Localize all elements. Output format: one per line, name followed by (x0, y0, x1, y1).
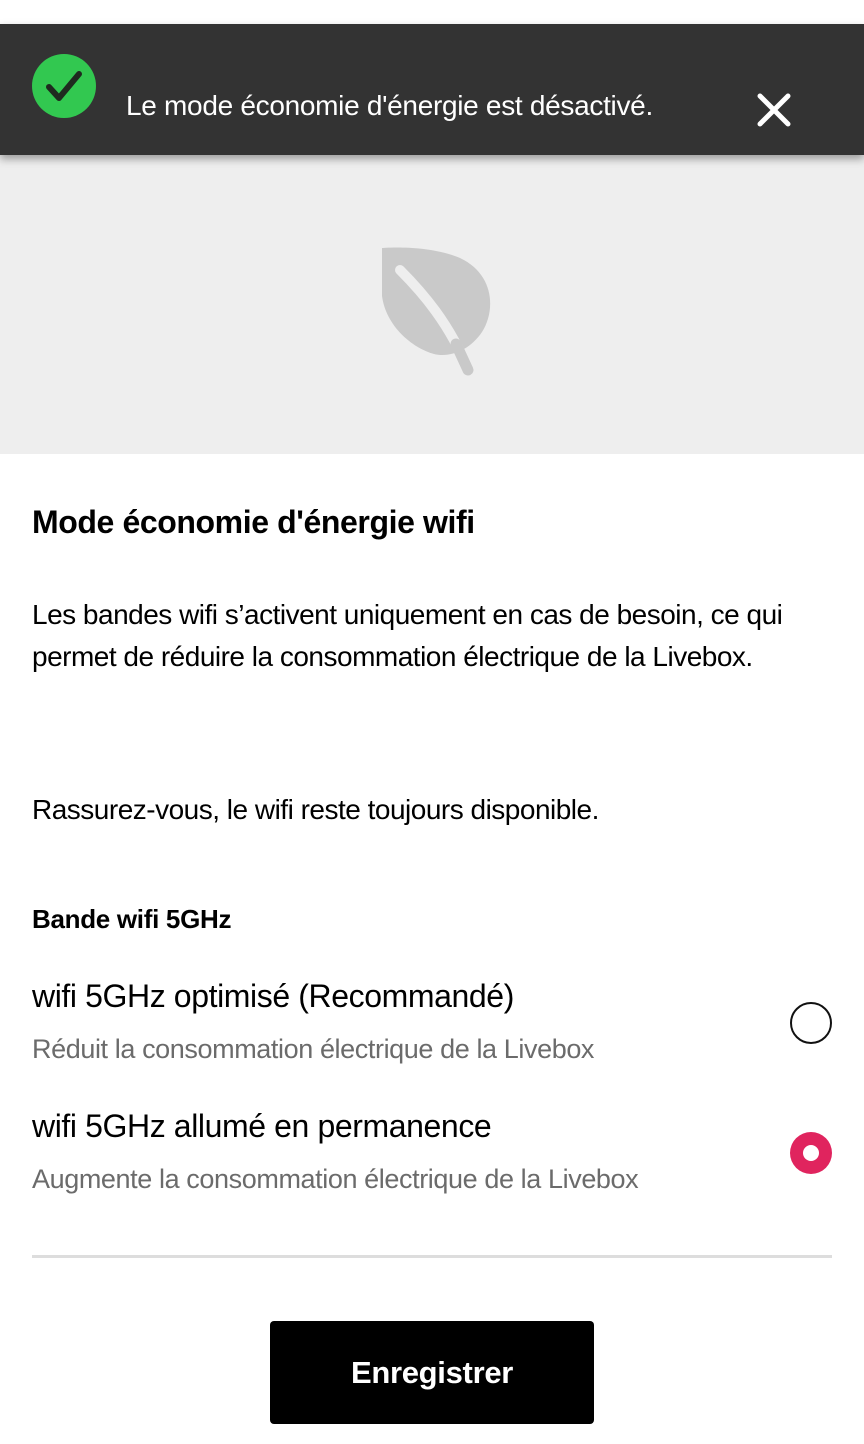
option-subtitle: Augmente la consommation électrique de la Livebox (32, 1164, 639, 1194)
status-strip (0, 0, 864, 24)
option-title: wifi 5GHz optimisé (Recommandé) (32, 978, 514, 1014)
leaf-icon (372, 240, 496, 380)
radio-always-on[interactable] (790, 1132, 832, 1174)
reassurance-text: Rassurez-vous, le wifi reste toujours disponible. (32, 794, 599, 825)
close-icon[interactable] (748, 84, 800, 136)
divider (32, 1255, 832, 1258)
notification-toast (0, 24, 864, 155)
save-button[interactable]: Enregistrer (270, 1321, 594, 1424)
option-optimized[interactable] (32, 978, 832, 1088)
check-circle-icon (32, 54, 96, 118)
option-subtitle: Réduit la consommation électrique de la Livebox (32, 1034, 595, 1064)
option-title: wifi 5GHz allumé en permanence (32, 1108, 492, 1144)
toast-message: Le mode économie d'énergie est désactivé. (126, 90, 653, 121)
description-text: Les bandes wifi s’activent uniquement en cas de besoin, ce qui permet de réduire la consommation électrique de la Livebox. (32, 599, 783, 672)
band-label: Bande wifi 5GHz (32, 904, 232, 934)
page-title: Mode économie d'énergie wifi (32, 504, 475, 540)
radio-optimized[interactable] (790, 1002, 832, 1044)
radio-selected-dot (803, 1145, 819, 1161)
option-always-on[interactable] (32, 1108, 832, 1218)
